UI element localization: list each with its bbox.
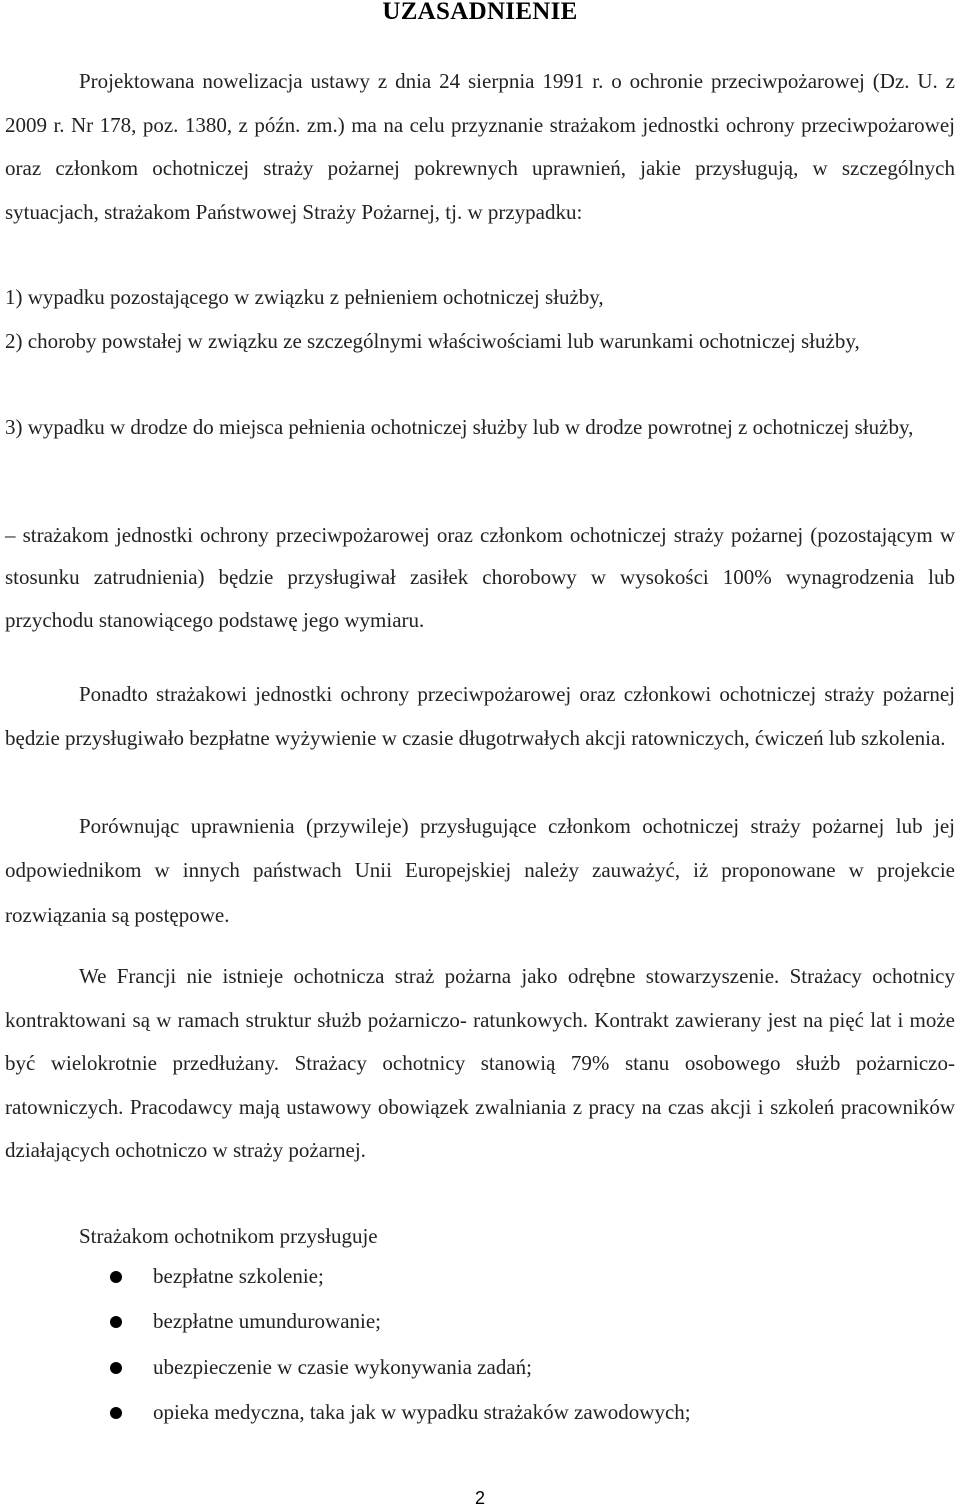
list-item-text: ubezpieczenie w czasie wykonywania zadań; — [153, 1354, 532, 1379]
numbered-item-3: 3) wypadku w drodze do miejsca pełnienia ochotniczej służby lub w drodze powrotnej z ochotniczej służby, — [5, 415, 914, 439]
list-item — [0, 1264, 960, 1309]
bullet-icon — [110, 1407, 122, 1419]
bullet-icon — [110, 1316, 122, 1328]
bullet-icon — [110, 1271, 122, 1283]
paragraph-sickness-allowance: – strażakom jednostki ochrony przeciwpożarowej oraz członkom ochotniczej straży pożarnej (pozostającym w stosunku zatrudnienia) będzie przysługiwał zasiłek chorobowy w wysokości 100% wynagrodzenia lub przychodu stanowiącego podstawę jego wymiaru. — [5, 523, 955, 632]
list-item-text: bezpłatne umundurowanie; — [153, 1309, 382, 1334]
list-item — [0, 1309, 960, 1354]
paragraph-free-meals: Ponadto strażakowi jednostki ochrony przeciwpożarowej oraz członkowi ochotniczej straży pożarnej będzie przysługiwało bezpłatne wyżywienie w czasie długotrwałych akcji ratowniczych, ćwiczeń lub szkolenia. — [5, 682, 955, 750]
paragraph-france: We Francji nie istnieje ochotnicza straż pożarna jako odrębne stowarzyszenie. Strażacy ochotnicy kontraktowani są w ramach struktur służb pożarniczo- ratunkowych. Kontrakt zawierany jest na pięć lat i może być wielokrotnie przedłużany. Strażacy ochotnicy stanowią 79% stanu osobowego służb pożarniczo-ratowniczych. Pracodawcy mają ustawowy obowiązek zwalniania z pracy na czas akcji i szkoleń pracowników działających ochotniczo w straży pożarnej. — [5, 964, 955, 1162]
paragraph-intro: Projektowana nowelizacja ustawy z dnia 24 sierpnia 1991 r. o ochronie przeciwpożarowej (Dz. U. z 2009 r. Nr 178, poz. 1380, z późn. zm.) ma na celu przyznanie strażakom jednostki ochrony przeciwpożarowej oraz członkom ochotniczej straży pożarnej pokrewnych uprawnień, jakie przysługują, w szczególnych sytuacjach, strażakom Państwowej Straży Pożarnej, tj. w przypadku: — [5, 69, 955, 224]
list-item-text: opieka medyczna, taka jak w wypadku strażaków zawodowych; — [153, 1399, 691, 1424]
numbered-item-1: 1) wypadku pozostającego w związku z pełnieniem ochotniczej służby, — [5, 285, 604, 309]
entitlements-lead: Strażakom ochotnikom przysługuje — [79, 1224, 378, 1248]
list-item — [0, 1355, 960, 1400]
entitlements-list — [0, 1264, 960, 1445]
list-item — [0, 1400, 960, 1445]
numbered-item-2: 2) choroby powstałej w związku ze szczególnymi właściwościami lub warunkami ochotniczej służby, — [5, 329, 860, 353]
list-item-text: bezpłatne szkolenie; — [153, 1264, 324, 1288]
bullet-icon — [110, 1362, 122, 1374]
page-number: 2 — [474, 1488, 485, 1508]
paragraph-eu-comparison: Porównując uprawnienia (przywileje) przysługujące członkom ochotniczej straży pożarnej lub jej odpowiednikom w innych państwach Unii Europejskiej należy zauważyć, iż proponowane w projekcie rozwiązania są postępowe. — [5, 814, 955, 927]
document-title: UZASADNIENIE — [382, 0, 578, 25]
